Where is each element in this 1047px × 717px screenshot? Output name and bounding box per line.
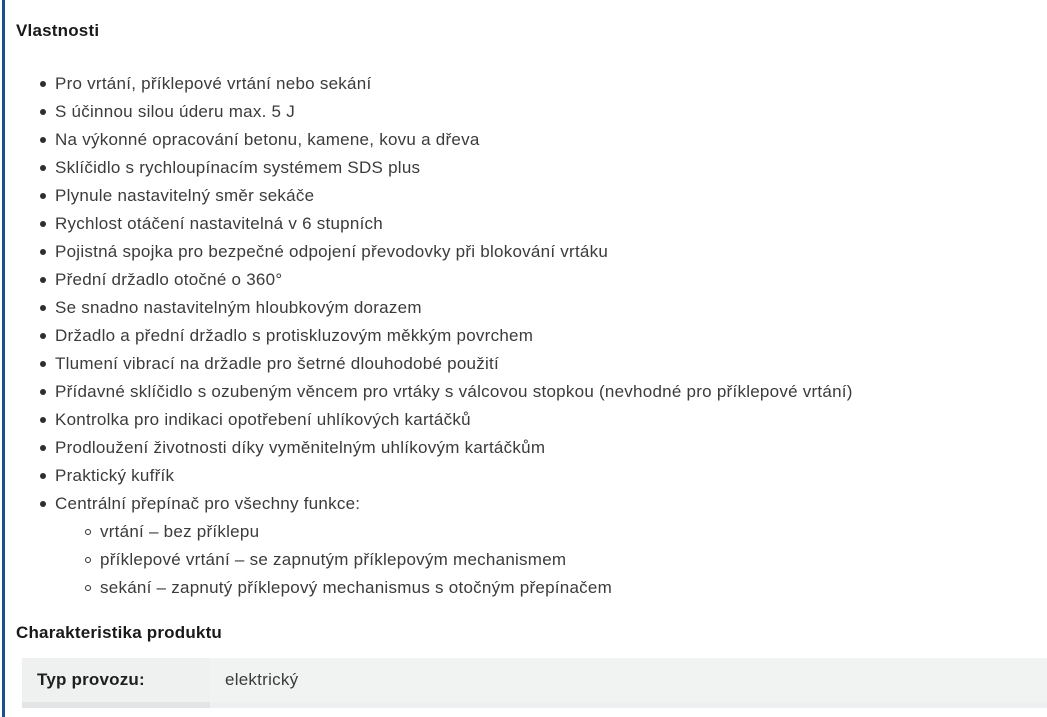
- feature-item-text: Kontrolka pro indikaci opotřebení uhlíkových kartáčků: [55, 410, 471, 429]
- bullet-disc-icon: [40, 305, 46, 311]
- bullet-disc-icon: [40, 249, 46, 255]
- feature-sub-list: [16, 518, 1047, 602]
- feature-item-text: Praktický kufřík: [55, 466, 175, 485]
- bullet-disc-icon: [40, 445, 46, 451]
- features-section: [16, 21, 1047, 602]
- feature-item-text: Se snadno nastavitelným hloubkovým dorazem: [55, 298, 422, 317]
- feature-sub-item: [16, 518, 1047, 546]
- feature-item-text: Přídavné sklíčidlo s ozubeným věncem pro vrtáky s válcovou stopkou (nevhodné pro příklepové vrtání): [55, 382, 853, 401]
- bullet-circle-icon: [85, 529, 91, 535]
- feature-item-text: Na výkonné opracování betonu, kamene, kovu a dřeva: [55, 130, 480, 149]
- feature-sub-item: [16, 546, 1047, 574]
- feature-item: [16, 266, 1047, 294]
- feature-item: [16, 154, 1047, 182]
- bullet-disc-icon: [40, 473, 46, 479]
- bullet-disc-icon: [40, 389, 46, 395]
- bullet-disc-icon: [40, 501, 46, 507]
- feature-item: [16, 322, 1047, 350]
- feature-item-text: Pro vrtání, příklepové vrtání nebo sekání: [55, 74, 372, 93]
- feature-item: [16, 98, 1047, 126]
- feature-sub-item-text: vrtání – bez příklepu: [100, 522, 260, 541]
- feature-item: [16, 406, 1047, 434]
- feature-item: [16, 70, 1047, 98]
- feature-item-text: Prodloužení životnosti díky vyměnitelným uhlíkovým kartáčkům: [55, 438, 546, 457]
- feature-item: [16, 378, 1047, 406]
- feature-item: [16, 462, 1047, 490]
- feature-item-text: Sklíčidlo s rychloupínacím systémem SDS plus: [55, 158, 421, 177]
- left-accent-border: [2, 0, 5, 717]
- feature-item-text: Držadlo a přední držadlo s protiskluzovým měkkým povrchem: [55, 326, 534, 345]
- feature-item-text: Pojistná spojka pro bezpečné odpojení převodovky při blokování vrtáku: [55, 242, 609, 261]
- characteristics-section: [16, 623, 1047, 708]
- bullet-disc-icon: [40, 137, 46, 143]
- bullet-circle-icon: [85, 557, 91, 563]
- feature-item: [16, 238, 1047, 266]
- feature-item: [16, 490, 1047, 518]
- bullet-disc-icon: [40, 165, 46, 171]
- feature-item-text: Centrální přepínač pro všechny funkce:: [55, 494, 361, 513]
- spec-table-body: [22, 658, 1047, 705]
- bullet-disc-icon: [40, 361, 46, 367]
- bullet-disc-icon: [40, 109, 46, 115]
- characteristics-heading: Charakteristika produktu: [16, 623, 223, 642]
- feature-sub-item-text: sekání – zapnutý příklepový mechanismus s otočným přepínačem: [100, 578, 613, 597]
- bullet-disc-icon: [40, 417, 46, 423]
- spec-row: [22, 658, 1047, 705]
- feature-item-text: Rychlost otáčení nastavitelná v 6 stupních: [55, 214, 384, 233]
- spec-value: elektrický: [210, 658, 1047, 705]
- feature-item: [16, 294, 1047, 322]
- spec-label: Typ provozu:: [22, 658, 210, 705]
- feature-sub-item-text: příklepové vrtání – se zapnutým příklepovým mechanismem: [100, 550, 567, 569]
- feature-item-text: Tlumení vibrací na držadle pro šetrné dlouhodobé použití: [55, 354, 499, 373]
- bullet-disc-icon: [40, 221, 46, 227]
- feature-item: [16, 182, 1047, 210]
- bullet-disc-icon: [40, 81, 46, 87]
- feature-item: [16, 434, 1047, 462]
- bullet-disc-icon: [40, 277, 46, 283]
- feature-item: [16, 126, 1047, 154]
- spec-table: [22, 658, 1047, 708]
- bullet-circle-icon: [85, 585, 91, 591]
- bullet-disc-icon: [40, 333, 46, 339]
- feature-item: [16, 210, 1047, 238]
- feature-item-text: Přední držadlo otočné o 360°: [55, 270, 283, 289]
- feature-item-text: S účinnou silou úderu max. 5 J: [55, 102, 295, 121]
- feature-item: [16, 350, 1047, 378]
- features-heading: Vlastnosti: [16, 21, 100, 40]
- feature-list: [16, 70, 1047, 518]
- bullet-disc-icon: [40, 193, 46, 199]
- feature-item-text: Plynule nastavitelný směr sekáče: [55, 186, 315, 205]
- feature-sub-item: [16, 574, 1047, 602]
